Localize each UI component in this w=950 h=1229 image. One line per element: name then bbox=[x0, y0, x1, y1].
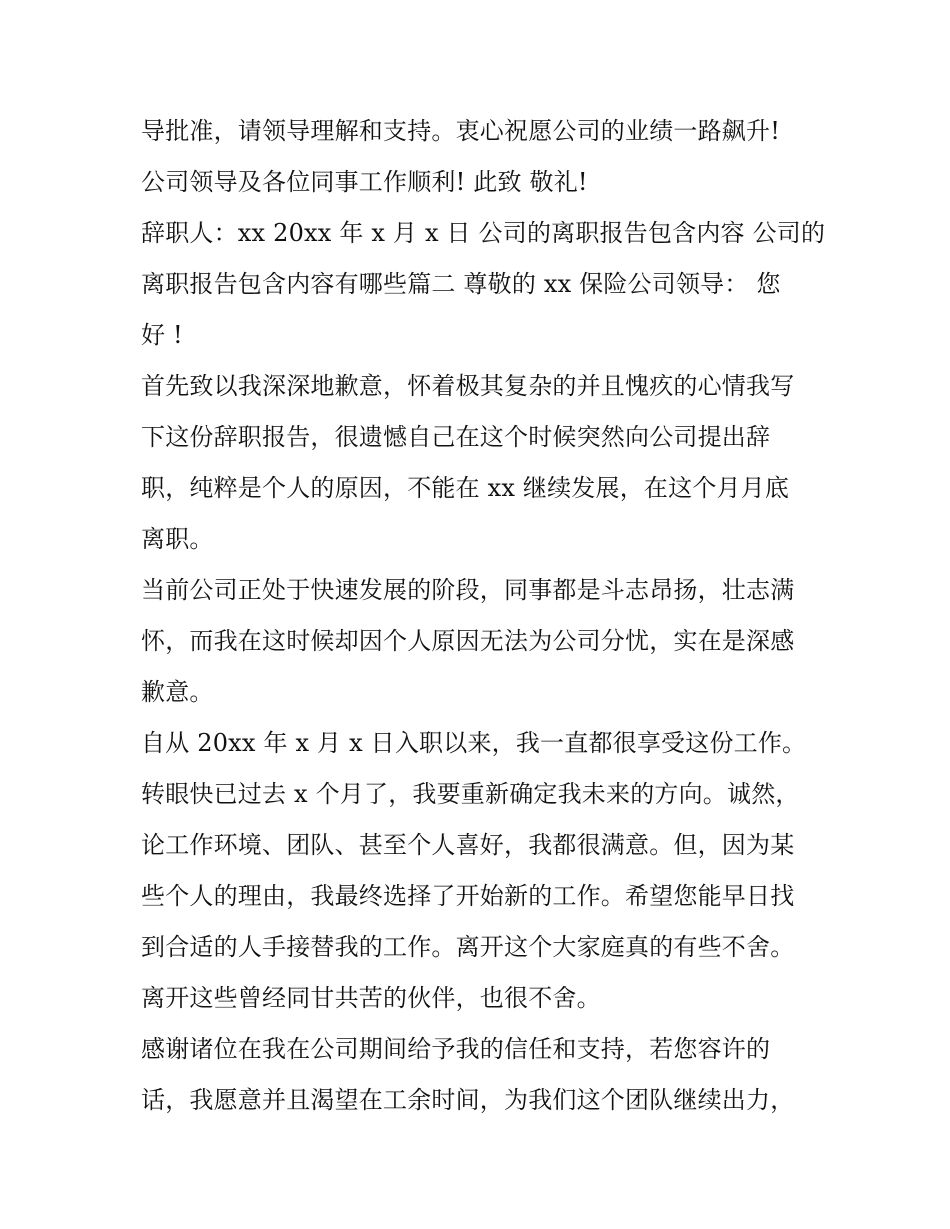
text-line-11: 怀，而我在这时候却因个人原因无法为公司分忧，实在是深感 bbox=[141, 627, 795, 655]
text-line-14: 转眼快已过去 x 个月了，我要重新确定我未来的方向。诚然， bbox=[141, 780, 800, 808]
text-line-18: 离开这些曾经同甘共苦的伙伴，也很不舍。 bbox=[141, 984, 601, 1012]
text-line-1: 导批准，请领导理解和支持。衷心祝愿公司的业绩一路飙升! bbox=[141, 117, 781, 145]
text-line-15: 论工作环境、团队、甚至个人喜好，我都很满意。但，因为某 bbox=[141, 831, 795, 859]
text-line-9: 离职。 bbox=[141, 525, 214, 553]
text-line-19: 感谢诸位在我在公司期间给予我的信任和支持，若您容许的 bbox=[141, 1035, 771, 1063]
text-line-7: 下这份辞职报告，很遗憾自己在这个时候突然向公司提出辞 bbox=[141, 423, 771, 451]
text-line-8: 职，纯粹是个人的原因，不能在 xx 继续发展，在这个月月底 bbox=[141, 474, 790, 502]
text-line-16: 些个人的理由，我最终选择了开始新的工作。希望您能早日找 bbox=[141, 882, 795, 910]
text-line-3: 辞职人：xx 20xx 年 x 月 x 日 公司的离职报告包含内容 公司的 bbox=[141, 219, 826, 247]
text-line-4: 离职报告包含内容有哪些篇二 尊敬的 xx 保险公司领导： 您 bbox=[141, 270, 781, 298]
text-line-13: 自从 20xx 年 x 月 x 日入职以来，我一直都很享受这份工作。 bbox=[141, 729, 807, 757]
document-body bbox=[141, 106, 826, 1126]
text-line-17: 到合适的人手接替我的工作。离开这个大家庭真的有些不舍。 bbox=[141, 933, 795, 961]
text-line-10: 当前公司正处于快速发展的阶段，同事都是斗志昂扬，壮志满 bbox=[141, 576, 795, 604]
text-line-2: 公司领导及各位同事工作顺利! 此致 敬礼! bbox=[141, 168, 588, 196]
text-line-20: 话，我愿意并且渴望在工余时间，为我们这个团队继续出力， bbox=[141, 1086, 795, 1114]
text-line-6: 首先致以我深深地歉意，怀着极其复杂的并且愧疚的心情我写 bbox=[141, 372, 795, 400]
text-line-5: 好 ! bbox=[141, 321, 183, 349]
text-line-12: 歉意。 bbox=[141, 678, 214, 706]
